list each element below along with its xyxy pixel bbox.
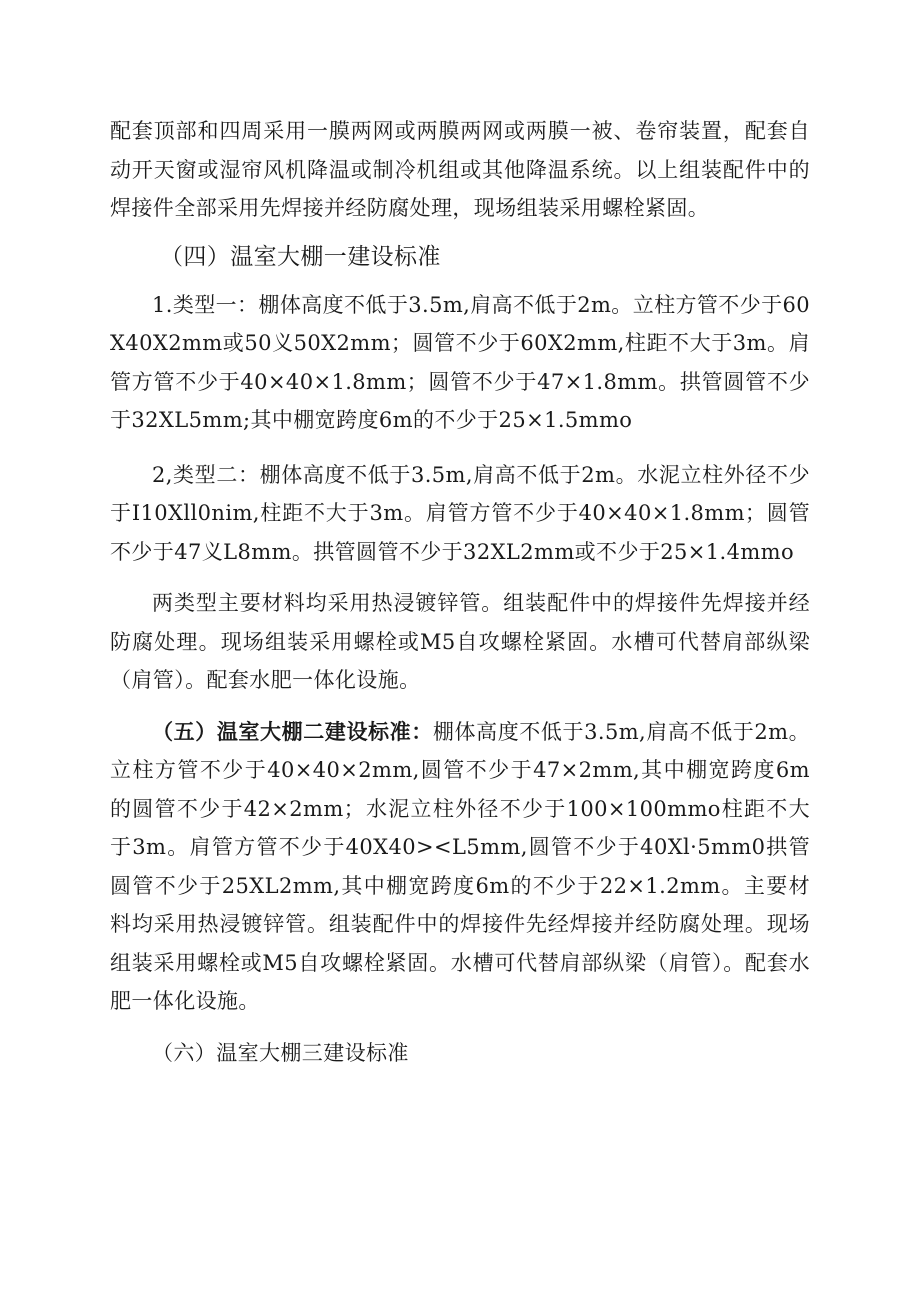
section-5-text: 棚体高度不低于3.5m,肩高不低于2m。立柱方管不少于40×40×2mm,圆管不少于47×2mm,其中棚宽跨度6m的圆管不少于42×2mm；水泥立柱外径不少于100×100mmo柱距不大于3m。肩管方管不少于40X40><L5mm,圆管不少于40Xl·5mm0拱管圆管不少于25XL2mm,其中棚宽跨度6m的不少于22×1.2mm。主要材料均采用热浸镀锌管。组装配件中的焊接件先经焊接并经防腐处理。现场组装采用螺栓或M5自攻螺栓紧固。水槽可代替肩部纵梁（肩管）。配套水肥一体化设施。 (110, 719, 811, 1013)
paragraph-materials: 两类型主要材料均采用热浸镀锌管。组装配件中的焊接件先焊接并经防腐处理。现场组装采用螺栓或M5自攻螺栓紧固。水槽可代替肩部纵梁（肩管）。配套水肥一体化设施。 (110, 591, 810, 692)
paragraph-type-one: 1.类型一：棚体高度不低于3.5m,肩高不低于2m。立柱方管不少于60X40X2mm或50义50X2mm；圆管不少于60X2mm,柱距不大于3m。肩管方管不少于40×40×1.8mm；圆管不少于47×1.8mm。拱管圆管不少于32XL5mm;其中棚宽跨度6m的不少于25×1.5mmo (110, 292, 811, 432)
paragraph-cover-and-cooling: 配套顶部和四周采用一膜两网或两膜两网或两膜一被、卷帘装置，配套自动开天窗或湿帘风机降温或制冷机组或其他降温系统。以上组装配件中的焊接件全部采用先焊接并经防腐处理，现场组装采用螺栓紧固。 (110, 119, 810, 220)
section-heading-5: （五）温室大棚二建设标准： (152, 718, 433, 744)
section-heading-4: （四）温室大棚一建设标准 (160, 243, 441, 270)
section-heading-6: （六）温室大棚三建设标准 (152, 1040, 409, 1065)
document-body (110, 112, 810, 1072)
paragraph-type-two: 2,类型二：棚体高度不低于3.5m,肩高不低于2m。水泥立柱外径不少于I10Xll0nim,柱距不大于3m。肩管方管不少于40×40×1.8mm；圆管不少于47义L8mm。拱管圆管不少于32XL2mm或不少于25×1.4mmo (110, 462, 810, 564)
paragraph-section-5 (110, 713, 810, 1021)
